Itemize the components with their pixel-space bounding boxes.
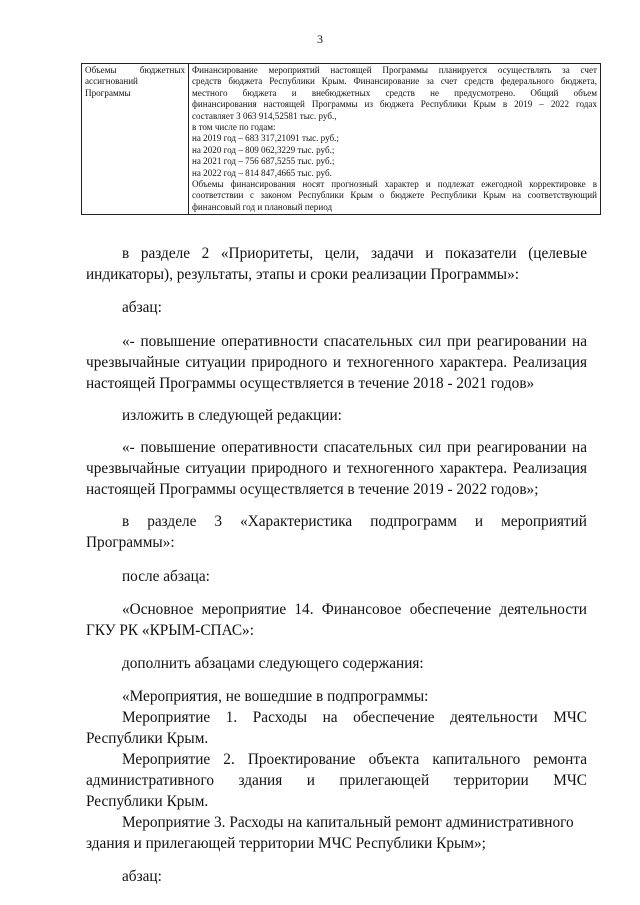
- text-line: «Мероприятия, не вошедшие в подпрограммы:: [122, 688, 429, 705]
- content-line: соответствии с законом Республики Крым о бюджете Республики Крым на соответствующий: [192, 190, 597, 201]
- text-line: после абзаца:: [122, 568, 210, 585]
- event-2: [122, 749, 587, 770]
- text-line: дополнить абзацами следующего содержания:: [122, 655, 424, 672]
- content-line: составляет 3 063 914,52581 тыс. руб.,: [192, 110, 337, 121]
- budget-content-cell: [189, 64, 601, 215]
- text-line: абзац:: [122, 299, 162, 316]
- text-line: Мероприятие 1. Расходы на обеспечение деятельности МЧС: [122, 709, 587, 726]
- text-line: чрезвычайные ситуации природного и техногенного характера. Реализация: [86, 354, 587, 371]
- content-line: на 2022 год – 814 847,4665 тыс. руб.: [192, 167, 332, 178]
- label-line: Объемы бюджетных: [85, 65, 185, 75]
- label-line: ассигнований: [85, 76, 138, 87]
- content-line: местного бюджета и внебюджетных средств не предусмотрено. Общий объем: [192, 87, 597, 98]
- text-line: здания и прилегающей территории МЧС Республики Крым»;: [86, 835, 486, 852]
- content-line: финансирования настоящей Программы из бюджета Республики Крым в 2019 – 2022 годах: [192, 99, 597, 110]
- content-line: средств бюджета Республики Крым. Финансирование за счет средств федерального бюджета,: [192, 76, 597, 87]
- text-line: ГКУ РК «КРЫМ-СПАС»:: [86, 622, 254, 639]
- content-line: на 2020 год – 809 062,3229 тыс. руб.;: [192, 144, 335, 155]
- text-line: Мероприятие 2. Проектирование объекта капитального ремонта: [122, 751, 587, 768]
- paragraph-section3: [122, 511, 587, 532]
- paragraph-new: [122, 437, 587, 458]
- label-line: Программы: [85, 87, 131, 98]
- table-row: [82, 64, 601, 215]
- text-line-wrap: [86, 458, 587, 479]
- text-line: абзац:: [122, 868, 162, 885]
- text-line: административного здания и прилегающей территории МЧС: [86, 772, 587, 789]
- page-number: 3: [317, 32, 323, 46]
- event-1: [122, 707, 587, 728]
- text-line-wrap: [86, 352, 587, 373]
- text-line: индикаторы), результаты, этапы и сроки реализации Программы»:: [86, 266, 519, 283]
- text-line-wrap: [86, 770, 587, 791]
- text-line: Республики Крым.: [86, 730, 209, 747]
- text-line: «- повышение оперативности спасательных сил при реагировании на: [122, 333, 587, 350]
- text-line: чрезвычайные ситуации природного и техногенного характера. Реализация: [86, 460, 587, 477]
- paragraph-old: [122, 331, 587, 352]
- content-line: на 2021 год – 756 687,5255 тыс. руб.;: [192, 156, 335, 167]
- content-line: в том числе по годам:: [192, 122, 276, 133]
- text-line: Республики Крым.: [86, 793, 209, 810]
- text-line: настоящей Программы осуществляется в течение 2018 - 2021 годов»: [86, 375, 535, 392]
- content-line: Финансирование мероприятий настоящей Программы планируется осуществлять за счет: [192, 65, 597, 75]
- content-line: финансовый год и плановый период: [192, 201, 333, 212]
- text-line: «- повышение оперативности спасательных сил при реагировании на: [122, 439, 587, 456]
- paragraph-section2: [122, 243, 587, 264]
- content-line: Объемы финансирования носят прогнозный характер и подлежат ежегодной корректировке в: [192, 179, 597, 190]
- content-line: на 2019 год – 683 317,21091 тыс. руб.;: [192, 133, 339, 144]
- paragraph-main-event: [122, 599, 587, 620]
- text-line: настоящей Программы осуществляется в течение 2019 - 2022 годов»;: [86, 481, 539, 498]
- text-line: в разделе 3 «Характеристика подпрограмм и мероприятий: [122, 513, 587, 530]
- text-line: «Основное мероприятие 14. Финансовое обеспечение деятельности: [122, 601, 587, 618]
- text-line: в разделе 2 «Приоритеты, цели, задачи и показатели (целевые: [122, 245, 587, 262]
- text-line: Программы»:: [86, 534, 175, 551]
- budget-label-cell: [82, 64, 189, 215]
- budget-table: [81, 63, 601, 215]
- text-line: Мероприятие 3. Расходы на капитальный ремонт административного: [122, 814, 574, 831]
- text-line: изложить в следующей редакции:: [122, 407, 342, 424]
